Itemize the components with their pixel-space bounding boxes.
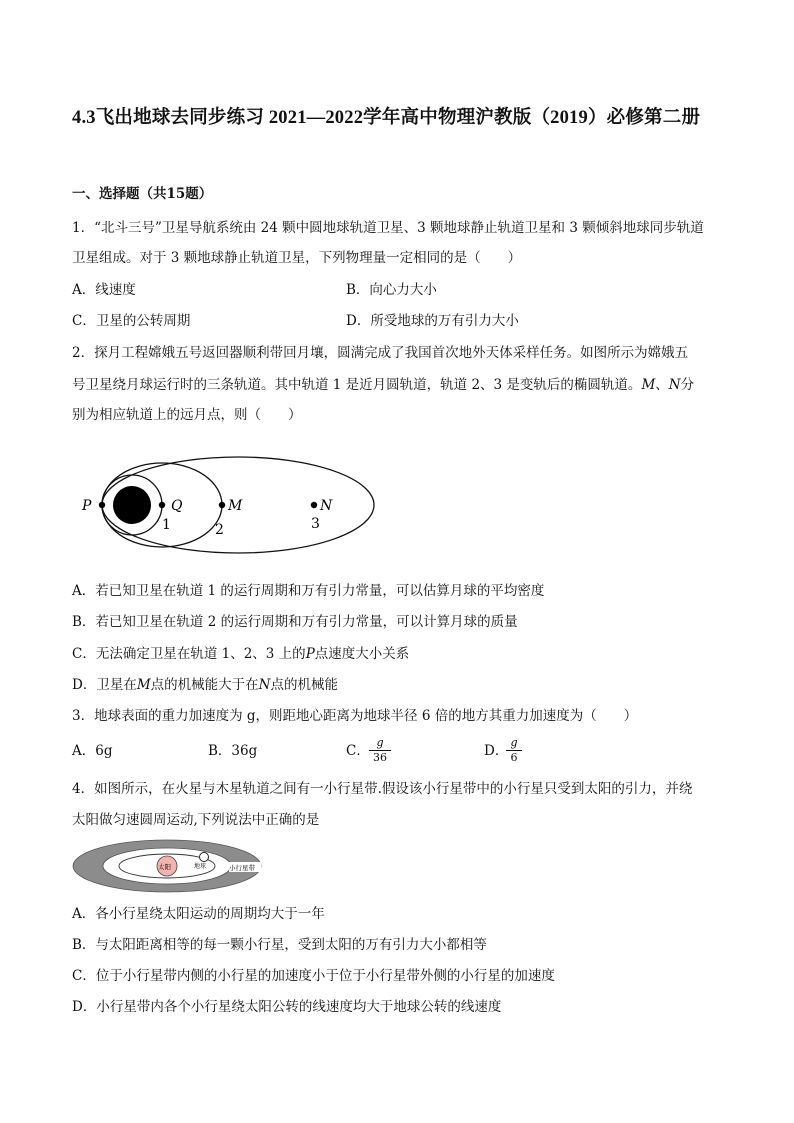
q2-stem-line2-end: 分 — [680, 377, 695, 393]
q3-option-d-numerator: g — [506, 737, 522, 751]
section-heading: 一、选择题（共15题） — [72, 186, 213, 202]
q2-option-c — [72, 644, 409, 664]
q2-stem-line3: 别为相应轨道上的远月点，则（ ） — [72, 407, 302, 423]
earth — [200, 853, 209, 862]
q4-option-a: A．各小行星绕太阳运动的周期均大于一年 — [72, 906, 325, 922]
q4-option-d: D．小行星带内各个小行星绕太阳公转的线速度均大于地球公转的线速度 — [72, 999, 502, 1015]
orbit-diagram — [78, 450, 348, 550]
q2-stem-line2 — [72, 375, 694, 395]
q3-option-c: C． — [346, 743, 370, 759]
label-q: Q — [171, 498, 183, 514]
q2-option-c-text: C．无法确定卫星在轨道 1、2、3 上的 — [72, 646, 306, 662]
point-n-dot — [311, 502, 317, 508]
point-q-dot — [159, 502, 165, 508]
q2-stem-line2-text: 号卫星绕月球运行时的三条轨道。其中轨道 1 是近月圆轨道，轨道 2、3 是变轨后的椭圆轨道。 — [72, 377, 642, 393]
q3-option-b: B．36g — [208, 743, 258, 759]
q1-option-b: B．向心力大小 — [346, 282, 437, 298]
q3-option-c-numerator: g — [369, 737, 391, 751]
q1-stem-line1: 1．“北斗三号”卫星导航系统由 24 颗中圆地球轨道卫星、3 颗地球静止轨道卫星和 3 颗倾斜地球同步轨道 — [72, 220, 704, 236]
q2-option-d-end: 点的机械能 — [270, 677, 338, 693]
q3-stem: 3．地球表面的重力加速度为 g，则距地心距离为地球半径 6 倍的地方其重力加速度为（ ） — [72, 708, 638, 724]
q3-option-d-fraction — [506, 737, 522, 764]
q3-option-c-denominator: 36 — [373, 751, 387, 764]
q2-option-d-m: M — [136, 677, 151, 693]
point-m-dot — [219, 502, 225, 508]
q2-option-d-n: N — [258, 677, 271, 693]
q3-option-c-fraction — [369, 737, 391, 764]
q1-stem-line2: 卫星组成。对于 3 颗地球静止轨道卫星，下列物理量一定相同的是（ ） — [72, 250, 522, 266]
q2-option-a: A．若已知卫星在轨道 1 的运行周期和万有引力常量，可以估算月球的平均密度 — [72, 583, 545, 599]
moon — [113, 486, 151, 524]
q4-stem-line2: 太阳做匀速圆周运动,下列说法中正确的是 — [72, 812, 320, 828]
point-p-dot — [99, 502, 105, 508]
q3-option-a: A．6g — [72, 743, 113, 759]
q1-option-d: D．所受地球的万有引力大小 — [346, 313, 519, 329]
label-earth: 地球 — [194, 863, 207, 870]
label-m: M — [228, 498, 243, 514]
q2-option-b: B．若已知卫星在轨道 2 的运行周期和万有引力常量，可以计算月球的质量 — [72, 614, 518, 630]
label-sun: 太阳 — [158, 863, 171, 871]
q2-option-d — [72, 675, 338, 695]
q2-stem-n: N — [668, 377, 681, 393]
label-orbit-1: 1 — [162, 517, 171, 533]
q2-option-c-end: 点速度大小关系 — [314, 646, 410, 662]
q2-option-d-mid: 点的机械能大于在 — [150, 677, 259, 693]
q2-stem-m: M — [641, 377, 656, 393]
q4-stem-line1: 4．如图所示，在火星与木星轨道之间有一小行星带.假设该小行星带中的小行星只受到太阳的引力，并绕 — [72, 781, 693, 797]
q4-option-b: B．与太阳距离相等的每一颗小行星，受到太阳的万有引力大小都相等 — [72, 937, 487, 953]
label-belt: 小行星带 — [229, 864, 255, 872]
q2-stem-line1: 2．探月工程嫦娥五号返回器顺利带回月壤，圆满完成了我国首次地外天体采样任务。如图所示为嫦娥五 — [72, 345, 689, 361]
label-p: P — [82, 498, 92, 514]
page-title: 4.3飞出地球去同步练习 2021—2022学年高中物理沪教版（2019）必修第二册 — [72, 108, 701, 128]
q2-option-c-p: P — [305, 646, 315, 662]
q2-stem-sep: 、 — [655, 377, 669, 393]
q1-option-a: A．线速度 — [72, 282, 136, 298]
q4-option-c: C．位于小行星带内侧的小行星的加速度小于位于小行星带外侧的小行星的加速度 — [72, 968, 555, 984]
q2-option-d-text: D．卫星在 — [72, 677, 137, 693]
q3-option-d-denominator: 6 — [510, 751, 518, 764]
label-n: N — [320, 498, 333, 514]
label-orbit-2: 2 — [215, 522, 224, 538]
q3-option-d: D． — [484, 743, 509, 759]
asteroid-belt-diagram — [72, 838, 262, 893]
q1-option-c: C．卫星的公转周期 — [72, 313, 191, 329]
label-orbit-3: 3 — [311, 516, 320, 532]
